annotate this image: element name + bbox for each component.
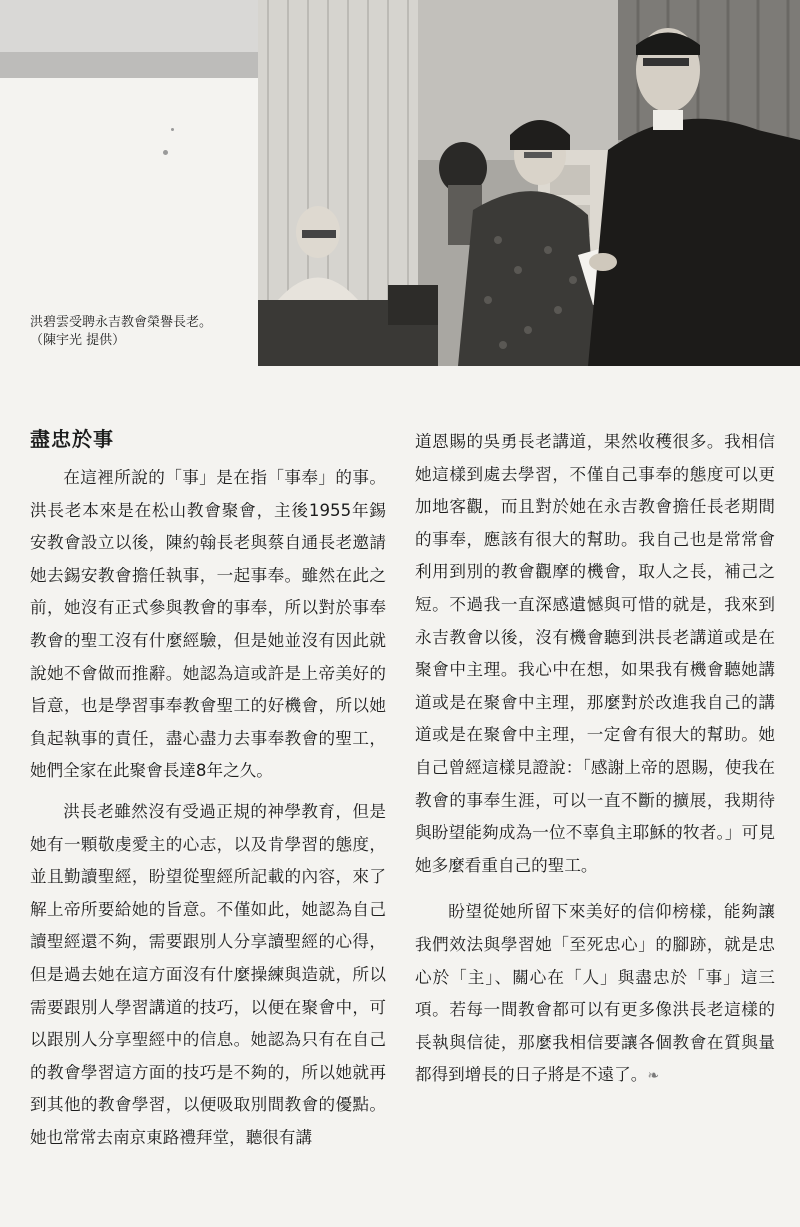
ceremony-photo [258, 0, 800, 366]
top-gray-band-edge [0, 52, 258, 78]
paragraph-text: 盼望從她所留下來美好的信仰榜樣，能夠讓我們效法與學習她「至死忠心」的腳跡，就是忠心於「主」、關心在「人」與盡忠於「事」這三項。若每一間教會都可以有更多像洪長老這樣的長執與信徒，那麼我相信要讓各個教會在質與量都得到增長的日子將是不遠了。 [415, 902, 775, 1085]
paragraph: 在這裡所說的「事」是在指「事奉」的事。洪長老本來是在松山教會聚會，主後1955年錫安教會設立以後，陳約翰長老與蔡自通長老邀請她去錫安教會擔任執事，一起事奉。雖然在此之前，她沒有正式參與教會的事奉，所以對於事奉教會的聖工沒有什麼經驗，但是她並沒有因此就說她不會做而推辭。她認為這或許是上帝美好的旨意，也是學習事奉教會聖工的好機會，所以她負起執事的責任，盡心盡力去事奉教會的聖工，她們全家在此聚會長達8年之久。 [30, 468, 386, 781]
print-speck [171, 128, 174, 131]
caption-line-2: （陳宇光 提供） [30, 333, 126, 348]
end-mark-icon: ❧ [647, 1068, 660, 1085]
paragraph [415, 896, 775, 1093]
caption-line-1: 洪碧雲受聘永吉教會榮譽長老。 [30, 315, 213, 330]
article-column-right [415, 426, 775, 1093]
print-speck [163, 150, 168, 155]
section-title: 盡忠於事 [30, 427, 114, 451]
paragraph: 洪長老雖然沒有受過正規的神學教育，但是她有一顆敬虔愛主的心志，以及肯學習的態度，並且勤讀聖經，盼望從聖經所記載的內容，來了解上帝所要給她的旨意。不僅如此，她認為自己讀聖經還不夠，需要跟別人分享讀聖經的心得，但是過去她在這方面沒有什麼操練與造就，所以需要跟別人學習講道的技巧，以便在聚會中，可以跟別人分享聖經中的信息。她認為只有在自己的教會學習這方面的技巧是不夠的，所以她就再到其他的教會學習，以便吸取別間教會的優點。她也常常去南京東路禮拜堂，聽很有講 [30, 801, 386, 1147]
article-column-left [30, 426, 386, 1154]
photo-caption [30, 314, 256, 350]
paragraph-continued: 道恩賜的吳勇長老講道，果然收穫很多。我相信她這樣到處去學習，不僅自己事奉的態度可以更加地客觀，而且對於她在永吉教會擔任長老期間的事奉，應該有很大的幫助。我自己也是常常會利用到別的教會觀摩的機會，取人之長，補己之短。不過我一直深感遺憾與可惜的就是，我來到永吉教會以後，沒有機會聽到洪長老講道或是在聚會中主理。我心中在想，如果我有機會聽她講道或是在聚會中主理，那麼對於改進我自己的講道或是在聚會中主理，一定會有很大的幫助。她自己曾經這樣見證說：「感謝上帝的恩賜，使我在教會的事奉生涯，可以一直不斷的擴展，我期待與盼望能夠成為一位不辜負主耶穌的牧者。」可見她多麼看重自己的聖工。 [415, 432, 775, 875]
